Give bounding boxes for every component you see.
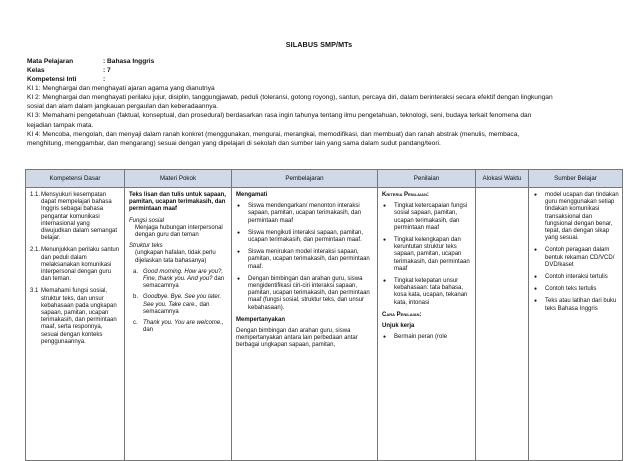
mata-pelajaran-value: : Bahasa Inggris [103,58,155,65]
list-item-text: Tingkat kelengkapan dan keruntutan struktur teks sapaan, pamitan, ucapan terimakasih, dan permintaan maaf [394,237,470,272]
ki-3: KI 3: Memahami pengetahuan (faktual, konseptual, dan prosedural) berdasarkan rasa ingin tahunya tentang ilmu pengetahuan, teknologi, seni, budaya terkait fenomena dan [27,112,532,119]
kd-text: Menunjukkan perilaku santun dan peduli dalam melaksanakan komunikasi interpersonal dengan guru dan teman. [41,247,120,283]
example-item [129,294,228,316]
bullet-icon: ● [534,247,538,254]
header-penilaian: Penilaian [378,170,476,188]
kd-number: 3.1 [30,288,39,295]
example-suffix: dan [143,327,154,334]
list-item [382,203,472,232]
list-item-text: Siswa menirukan model interaksi sapaan, pamitan, ucapan terimakasih, dan permintaan maaf. [248,249,370,270]
bullet-icon: ● [383,203,387,210]
kelas-label: Kelas [27,67,45,74]
fungsi-sosial-label: Fungsi sosial [129,217,165,224]
kompetensi-inti-label: Kompetensi Inti [27,76,77,83]
syllabus-table [25,169,623,461]
list-item [533,247,619,269]
materi-pokok-cell [125,188,232,461]
bullet-icon: ● [237,249,241,256]
materi-heading: Teks lisan dan tulis untuk sapaan, pamitan, ucapan terimakasih, dan permintaan maaf [129,192,226,213]
ki-1: KI 1: Menghargai dan menghayati ajaran agama yang dianutnya [27,85,215,92]
example-expression: Goodbye. Bye. See you later. See you. Take care., [143,294,222,308]
table-row [26,188,623,461]
bullet-icon: ● [383,334,387,341]
example-letter: c. [133,320,138,327]
bullet-icon: ● [237,229,241,236]
ki-4-continuation: menghitung, menggambar, dan mengarang) sesuai dengan yang dipelajari di sekolah dan sumber lain yang sama dalam sudut pandang/teori. [27,140,441,147]
list-item-text: Teks atau latihan dari buku teks Bahasa Inggris [545,298,617,312]
ki-3-continuation: kejadian tampak mata. [27,122,94,129]
header-sumber-belajar: Sumber Belajar [529,170,623,188]
list-item [382,237,472,273]
kelas-value: : 7 [103,67,111,74]
bullet-icon: ● [534,274,538,281]
bullet-icon: ● [383,278,387,285]
list-item [236,203,374,225]
bullet-icon: ● [534,286,538,293]
list-item [382,334,472,341]
example-suffix: dan semacamnya [143,301,210,315]
example-item [129,269,228,291]
header-materi-pokok: Materi Pokok [125,170,232,188]
list-item-text: Dengan bimbingan dan arahan guru, siswa mengidentifikasi ciri-ciri interaksi sapaan, pamitan, ucapan terimakasih, dan permintaan maaf (fungsi sosial, struktur teks, dan unsur kebahasaan). [248,275,370,311]
example-expression: Good morning. How are you?, Fine, thank you. And you? [143,268,224,283]
bullet-icon: ● [237,275,241,282]
alokasi-waktu-cell [476,188,529,461]
example-suffix: dan semacamnya [143,276,225,290]
list-item-text: Tingkat ketepatan unsur kebahasaan: tata bahasa, kosa kata, ucapan, tekanan kata, intonasi [394,278,468,306]
header-kompetensi-dasar: Kompetensi Dasar [26,170,125,188]
kd-number: 1.1. [30,192,41,198]
list-item [236,276,374,312]
list-item-text: Tingkat ketercapaian fungsi sosial sapaan, pamitan, ucapan terimakasih, dan permintaan maaf [394,203,468,231]
ki-4: KI 4: Mencoba, mengolah, dan menyaji dalam ranah konkret (menggunakan, mengurai, merangkai, memodifikasi, dan membuat) dan ranah abstrak (menulis, membaca, [27,131,520,138]
ki-2-continuation: sosial dan alam dalam jangkauan pergaulan dan keberadaannya. [27,103,218,110]
kelas-row [27,67,111,76]
bullet-icon: ● [383,237,387,244]
example-expression: Thank you. You are welcome., [143,320,224,327]
kompetensi-dasar-cell [26,188,125,461]
list-item [533,286,619,293]
list-item-text: Contoh teks tertulis [545,286,597,293]
kriteria-penilaian-heading: Kriteria Penilaian: [382,192,429,198]
ki-2: KI 2: Menghargai dan menghayati perilaku jujur, disiplin, tanggungjawab, peduli (toleransi, gotong royong), santun, percaya diri, dalam berinteraksi secara efektif dengan lingkungan [27,94,553,101]
kd-number: 2.1. [30,247,41,254]
fungsi-sosial-text: Menjaga hubungan interpersonal dengan guru dan teman [135,224,223,239]
kd-text: Memahami fungsi sosial, struktur teks, dan unsur kebahasaan pada ungkapan sapaan, pamitan, ucapan terimakasih, dan permintaan maaf, serta responnya, sesuai dengan konteks penggunaannya. [41,288,117,345]
list-item [533,274,619,281]
mengamati-heading: Mengamati [236,192,268,198]
kd-item [30,288,121,346]
kompetensi-inti-row [27,76,105,85]
list-item-text: Contoh interaksi tertulis [545,274,608,281]
struktur-teks-text: (ungkapan hafalan, tidak perlu dijelaskan tata bahasanya) [135,250,216,264]
kd-text: Mensyukuri kesempatan dapat mempelajari bahasa Inggris sebagai bahasa pengantar komunikasi internasional yang diwujudkan dalam semangat belajar. [41,192,118,242]
kd-item [30,192,121,242]
list-item-text: Bermain peran (role [394,334,448,341]
list-item-text: Siswa mengikuti interaksi sapaan, pamitan, ucapan terimakasih, dan permintaan maaf. [248,229,364,244]
list-item [533,298,619,312]
penilaian-cell [378,188,476,461]
list-item-text: Siswa mendengarkan/ menonton interaksi sapaan, pamitan, ucapan terimakasih, dan permintaan maaf [248,203,362,224]
list-item [236,230,374,244]
example-item [129,320,228,334]
list-item [382,278,472,307]
kd-item [30,247,121,283]
bullet-icon: ● [534,298,538,305]
pembelajaran-cell [232,188,378,461]
sumber-belajar-cell [529,188,623,461]
document-title: SILABUS SMP/MTs [285,40,353,49]
cara-penilaian-heading: Cara Penilaian: [382,311,422,318]
table-header-row [26,170,623,188]
unjuk-kerja-heading: Unjuk kerja [382,323,415,330]
kompetensi-inti-value: : [103,76,106,83]
mata-pelajaran-label: Mata Pelajaran [27,58,74,65]
header-alokasi-waktu: Alokasi Waktu [476,170,529,188]
example-letter: a. [133,268,139,275]
list-item-text: model ucapan dan tindakan guru menggunakan setiap tindakan komunikasi transaksional dan fungsional dengan benar, tepat, dan dengan sikap yang sesuai. [545,192,619,242]
example-letter: b. [133,294,139,301]
struktur-teks-label: Struktur teks [129,243,163,250]
header-pembelajaran: Pembelajaran [232,170,378,188]
bullet-icon: ● [534,192,538,198]
bullet-icon: ● [237,203,241,210]
mempertanyakan-text: Dengan bimbingan dan arahan guru, siswa mempertanyakan antara lain perbedaan antar berbagai ungkapan sapaan, pamitan, [236,328,358,349]
list-item [236,249,374,271]
list-item-text: Contoh peragaan dalam bentuk rekaman CD/VCD/ DVD/kaset [545,247,615,268]
mempertanyakan-heading: Mempertanyakan [236,316,286,323]
list-item [533,192,619,242]
mata-pelajaran-row [27,58,154,67]
